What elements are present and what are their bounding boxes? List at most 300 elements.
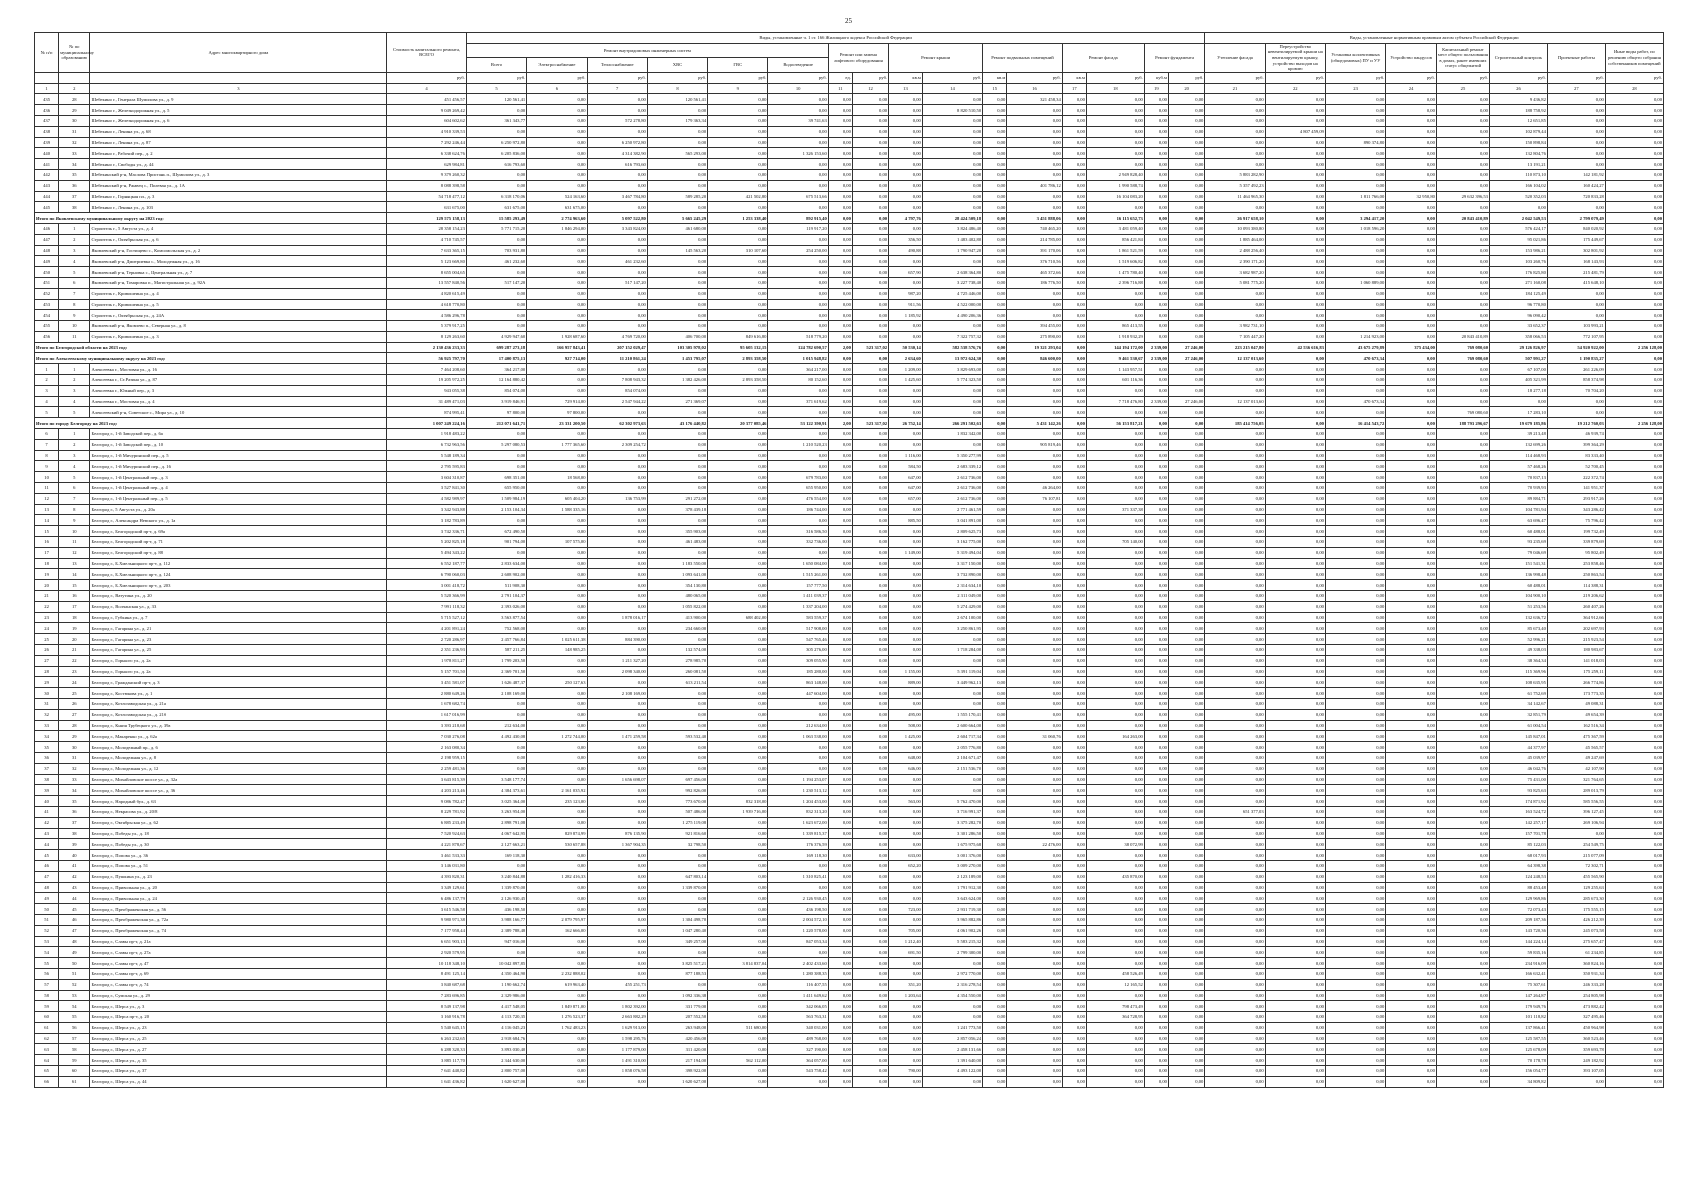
value-cell: 0,00 — [1386, 267, 1437, 278]
value-cell: 0,00 — [708, 288, 768, 299]
value-cell: 340 031,00 — [768, 1022, 828, 1033]
value-cell: 0,00 — [1386, 429, 1437, 440]
value-cell: 2 608 902,00 — [466, 569, 526, 580]
value-cell: 0,00 — [1007, 105, 1062, 116]
value-cell: 0,00 — [1086, 159, 1144, 170]
address-cell: Белгород г., Шерса пр-т, д. 20 — [90, 1012, 387, 1023]
total-cell: 50 530,14 — [889, 342, 923, 353]
table-row — [35, 936, 1664, 947]
value-cell: 0,00 — [852, 277, 888, 288]
value-cell: 0,00 — [1205, 850, 1265, 861]
value-cell: 42 107,90 — [1547, 763, 1605, 774]
value-cell: 5 391 119,04 — [922, 666, 982, 677]
value-cell: 0,00 — [852, 688, 888, 699]
value-cell: 0,00 — [708, 688, 768, 699]
value-cell: 0,00 — [1386, 364, 1437, 375]
value-cell: 0,00 — [1605, 1001, 1663, 1012]
value-cell: 2 612 736,00 — [922, 472, 982, 483]
value-cell: 0,00 — [1062, 731, 1086, 742]
value-cell: 0,00 — [1144, 1001, 1168, 1012]
value-cell: 0,00 — [1086, 385, 1144, 396]
value-cell: 0,00 — [1062, 666, 1086, 677]
value-cell: 0,00 — [889, 558, 923, 569]
value-cell: 1 282 416,33 — [527, 871, 587, 882]
value-cell: 0,00 — [1605, 191, 1663, 202]
value-cell: 0,00 — [1325, 979, 1385, 990]
value-cell: 0,00 — [1168, 299, 1204, 310]
value-cell: 0,00 — [587, 364, 647, 375]
value-cell: 85 122,03 — [1489, 839, 1547, 850]
value-cell: 0,00 — [852, 763, 888, 774]
value-cell: 752 568,00 — [466, 623, 526, 634]
value-cell: 351,20 — [889, 979, 923, 990]
value-cell: 0,00 — [1086, 1076, 1144, 1087]
value-cell: 0,00 — [983, 256, 1007, 267]
value-cell: 0,00 — [768, 742, 828, 753]
value-cell: 0,00 — [1007, 504, 1062, 515]
table-row — [35, 94, 1664, 105]
value-cell: 0,00 — [828, 288, 852, 299]
value-cell: 0,00 — [1144, 321, 1168, 332]
value-cell: 0,00 — [852, 385, 888, 396]
value-cell: 0,00 — [1325, 202, 1385, 213]
value-cell: 0,00 — [889, 223, 923, 234]
value-cell: 0,00 — [1168, 774, 1204, 785]
value-cell: 0,00 — [527, 709, 587, 720]
value-cell: 517 908,00 — [768, 623, 828, 634]
value-cell: 5 319 494,04 — [922, 547, 982, 558]
value-cell: 705,00 — [889, 925, 923, 936]
value-cell: 72 073,43 — [1489, 904, 1547, 915]
value-cell: 0,00 — [1436, 94, 1489, 105]
value-cell: 0,00 — [828, 806, 852, 817]
value-cell: 0,00 — [1386, 537, 1437, 548]
value-cell: 0,00 — [1007, 925, 1062, 936]
value-cell: 0,00 — [1265, 450, 1325, 461]
value-cell: 0,00 — [1205, 1001, 1265, 1012]
value-cell: 0,00 — [708, 461, 768, 472]
table-row — [35, 731, 1664, 742]
row-municipal-index-cell: 37 — [59, 817, 90, 828]
value-cell: 9 436,82 — [1489, 94, 1547, 105]
value-cell: 0,00 — [1386, 439, 1437, 450]
value-cell: 0,00 — [1325, 731, 1385, 742]
row-municipal-index-cell: 14 — [59, 569, 90, 580]
value-cell: 0,00 — [1386, 288, 1437, 299]
value-cell: 0,00 — [1325, 698, 1385, 709]
value-cell: 0,00 — [983, 655, 1007, 666]
value-cell: 0,00 — [1168, 796, 1204, 807]
value-cell: 0,00 — [1436, 677, 1489, 688]
value-cell: 0,00 — [466, 860, 526, 871]
value-cell: 148 985,25 — [527, 645, 587, 656]
value-cell: 0,00 — [828, 396, 852, 407]
value-cell: 0,00 — [889, 1012, 923, 1023]
value-cell: 0,00 — [587, 94, 647, 105]
value-cell: 0,00 — [983, 763, 1007, 774]
total-cell: 0,00 — [1605, 213, 1663, 224]
value-cell: 0,00 — [587, 105, 647, 116]
value-cell: 0,00 — [1265, 180, 1325, 191]
total-cell: 1 253 338,40 — [708, 213, 768, 224]
value-cell: 0,00 — [983, 267, 1007, 278]
value-cell: 0,00 — [708, 882, 768, 893]
value-cell: 0,00 — [889, 504, 923, 515]
total-cell: 185 414 756,05 — [1205, 418, 1265, 429]
value-cell: 0,00 — [768, 763, 828, 774]
value-cell: 0,00 — [1325, 159, 1385, 170]
value-cell: 0,00 — [852, 634, 888, 645]
value-cell: 0,00 — [1062, 375, 1086, 386]
row-municipal-index-cell: 55 — [59, 1012, 90, 1023]
value-cell: 0,00 — [922, 655, 982, 666]
value-cell: 0,00 — [1386, 1055, 1437, 1066]
value-cell: 0,00 — [1605, 321, 1663, 332]
value-cell: 0,00 — [1007, 634, 1062, 645]
row-index-cell: 13 — [35, 504, 59, 515]
value-cell: 95 802,49 — [1547, 547, 1605, 558]
value-cell: 0,00 — [1605, 720, 1663, 731]
value-cell: 2 949 828,40 — [1086, 169, 1144, 180]
total-cell: 20 843 410,89 — [1436, 213, 1489, 224]
value-cell: 0,00 — [1436, 698, 1489, 709]
value-cell: 0,00 — [983, 688, 1007, 699]
column-number-cell: 28 — [1605, 83, 1663, 94]
value-cell: 0,00 — [983, 677, 1007, 688]
value-cell: 884 390,00 — [587, 634, 647, 645]
value-cell: 0,00 — [1325, 1022, 1385, 1033]
value-cell: 0,00 — [889, 968, 923, 979]
value-cell: 0,00 — [922, 148, 982, 159]
value-cell: 705 140,00 — [1086, 537, 1144, 548]
value-cell: 0,00 — [587, 310, 647, 321]
value-cell: 8 229 781,92 — [387, 806, 467, 817]
value-cell: 0,00 — [1605, 526, 1663, 537]
value-cell: 2 259 481,36 — [387, 763, 467, 774]
value-cell: 3 461 533,33 — [387, 850, 467, 861]
value-cell: 0,00 — [1062, 677, 1086, 688]
value-cell: 371 619,62 — [768, 396, 828, 407]
value-cell: 455 565,90 — [1547, 871, 1605, 882]
value-cell: 0,00 — [647, 310, 707, 321]
unit-cell: руб. — [466, 72, 526, 83]
value-cell: 0,00 — [1436, 364, 1489, 375]
value-cell: 11 464 965,30 — [1205, 191, 1265, 202]
value-cell: 0,00 — [708, 947, 768, 958]
value-cell: 222 372,74 — [1547, 472, 1605, 483]
total-cell: 375 434,00 — [1386, 342, 1437, 353]
value-cell: 849 616,80 — [708, 331, 768, 342]
value-cell: 0,00 — [1062, 223, 1086, 234]
value-cell: 0,00 — [922, 137, 982, 148]
total-cell: 62 302 973,63 — [587, 418, 647, 429]
value-cell: 0,00 — [1086, 925, 1144, 936]
total-cell: 2 256 128,00 — [1605, 342, 1663, 353]
total-cell: 1 015 948,82 — [768, 353, 828, 364]
value-cell: 0,00 — [1144, 115, 1168, 126]
value-cell: 260 081,50 — [647, 666, 707, 677]
value-cell: 0,00 — [1325, 115, 1385, 126]
value-cell: 0,00 — [983, 191, 1007, 202]
value-cell: 0,00 — [1265, 612, 1325, 623]
value-cell: 0,00 — [1265, 601, 1325, 612]
value-cell: 0,00 — [1205, 1022, 1265, 1033]
value-cell: 0,00 — [1265, 677, 1325, 688]
value-cell: 0,00 — [1436, 936, 1489, 947]
row-municipal-index-cell: 3 — [59, 385, 90, 396]
value-cell: 0,00 — [828, 245, 852, 256]
value-cell: 0,00 — [889, 785, 923, 796]
value-cell: 0,00 — [1007, 148, 1062, 159]
value-cell: 0,00 — [828, 1001, 852, 1012]
unit-cell: кв.м — [983, 72, 1007, 83]
row-municipal-index-cell: 61 — [59, 1076, 90, 1087]
value-cell: 0,00 — [983, 569, 1007, 580]
value-cell: 0,00 — [1062, 245, 1086, 256]
value-cell: 0,00 — [1144, 612, 1168, 623]
value-cell: 0,00 — [828, 828, 852, 839]
value-cell: 0,00 — [1265, 655, 1325, 666]
value-cell: 0,00 — [852, 169, 888, 180]
value-cell: 0,00 — [983, 277, 1007, 288]
value-cell: 2 389 788,48 — [466, 925, 526, 936]
value-cell: 0,00 — [1144, 688, 1168, 699]
value-cell: 0,00 — [852, 364, 888, 375]
value-cell: 0,00 — [852, 1012, 888, 1023]
value-cell: 583 559,37 — [768, 612, 828, 623]
value-cell: 0,00 — [1605, 277, 1663, 288]
value-cell: 0,00 — [1062, 580, 1086, 591]
table-row — [35, 375, 1664, 386]
table-row — [35, 709, 1664, 720]
value-cell: 253 858,46 — [1547, 558, 1605, 569]
value-cell: 0,00 — [1605, 439, 1663, 450]
value-cell: 0,00 — [1168, 731, 1204, 742]
table-row — [35, 828, 1664, 839]
col-hot-water-header: ГВС — [708, 58, 768, 72]
value-cell: 332 736,00 — [768, 537, 828, 548]
value-cell: 0,00 — [1605, 558, 1663, 569]
row-municipal-index-cell: 47 — [59, 925, 90, 936]
value-cell: 495,00 — [889, 709, 923, 720]
value-cell: 0,00 — [1325, 126, 1385, 137]
value-cell: 0,00 — [922, 191, 982, 202]
value-cell: 0,00 — [1265, 709, 1325, 720]
value-cell: 0,00 — [587, 752, 647, 763]
total-cell: 3 451 888,06 — [1007, 213, 1062, 224]
value-cell: 0,00 — [1062, 526, 1086, 537]
value-cell: 3 227 738,40 — [922, 277, 982, 288]
total-cell: 3 294 417,20 — [1325, 213, 1385, 224]
value-cell: 0,00 — [1168, 612, 1204, 623]
value-cell: 0,00 — [587, 526, 647, 537]
value-cell: 0,00 — [1062, 1022, 1086, 1033]
value-cell: 1 811 766,00 — [1325, 191, 1385, 202]
value-cell: 0,00 — [1547, 202, 1605, 213]
value-cell: 0,00 — [1086, 893, 1144, 904]
value-cell: 631 675,00 — [527, 202, 587, 213]
total-cell: 26 917 658,10 — [1205, 213, 1265, 224]
value-cell: 96 090,42 — [1489, 310, 1547, 321]
value-cell: 0,00 — [1062, 698, 1086, 709]
value-cell: 0,00 — [852, 925, 888, 936]
row-index-cell: 31 — [35, 698, 59, 709]
total-row — [35, 353, 1664, 364]
value-cell: 890 374,80 — [1325, 137, 1385, 148]
row-index-cell: 50 — [35, 904, 59, 915]
value-cell: 0,00 — [1062, 137, 1086, 148]
value-cell: 0,00 — [1605, 515, 1663, 526]
total-cell: 19 679 185,86 — [1489, 418, 1547, 429]
value-cell: 691,50 — [889, 947, 923, 958]
value-cell: 0,00 — [1436, 796, 1489, 807]
value-cell: 0,00 — [1168, 385, 1204, 396]
value-cell: 0,00 — [708, 396, 768, 407]
value-cell: 4 061 902,26 — [922, 925, 982, 936]
value-cell: 1 509 984,19 — [466, 493, 526, 504]
value-cell: 773 670,00 — [647, 796, 707, 807]
address-cell: Шебекино г., Ленина ул., д. 87 — [90, 137, 387, 148]
value-cell: 1 063 538,00 — [768, 731, 828, 742]
col-ramps-header: Устройство пандусов — [1386, 43, 1437, 72]
value-cell: 6 205 836,00 — [466, 148, 526, 159]
value-cell: 7 292 246,44 — [387, 137, 467, 148]
value-cell: 0,00 — [1605, 1022, 1663, 1033]
total-cell: 0,00 — [1386, 213, 1437, 224]
value-cell: 0,00 — [1265, 591, 1325, 602]
row-index-cell: 22 — [35, 601, 59, 612]
value-cell: 0,00 — [828, 936, 852, 947]
value-cell: 0,00 — [1605, 331, 1663, 342]
value-cell: 0,00 — [1436, 688, 1489, 699]
value-cell: 876 135,90 — [587, 828, 647, 839]
value-cell: 364 217,00 — [768, 364, 828, 375]
value-cell: 2 163 080,34 — [387, 742, 467, 753]
value-cell: 0,00 — [1086, 148, 1144, 159]
total-cell: 470 673,34 — [1325, 353, 1385, 364]
address-cell: Белгород г., Победы ул., д. 18 — [90, 828, 387, 839]
value-cell: 0,00 — [852, 472, 888, 483]
value-cell: 605 404,20 — [527, 493, 587, 504]
value-cell: 2 351 236,93 — [387, 645, 467, 656]
value-cell: 271 369,07 — [647, 396, 707, 407]
value-cell: 0,00 — [1168, 450, 1204, 461]
address-cell: Яковлевский р-н, Томаровка п., Магистральная ул., д. 92А — [90, 277, 387, 288]
value-cell: 0,00 — [1205, 1076, 1265, 1087]
value-cell: 0,00 — [889, 601, 923, 612]
table-row — [35, 223, 1664, 234]
value-cell: 1 626 487,37 — [466, 677, 526, 688]
value-cell: 310 107,60 — [708, 245, 768, 256]
value-cell: 520 352,03 — [1489, 191, 1547, 202]
value-cell: 2 344 630,00 — [466, 1055, 526, 1066]
value-cell: 2 309 254,72 — [587, 439, 647, 450]
value-cell: 0,00 — [1436, 591, 1489, 602]
value-cell: 0,00 — [1605, 591, 1663, 602]
value-cell: 2 683 339,12 — [922, 461, 982, 472]
row-municipal-index-cell: 31 — [59, 126, 90, 137]
value-cell: 0,00 — [852, 936, 888, 947]
value-cell: 0,00 — [1007, 958, 1062, 969]
total-cell: 0,00 — [1168, 418, 1204, 429]
value-cell: 8 491 125,14 — [387, 968, 467, 979]
value-cell: 0,00 — [1007, 515, 1062, 526]
table-row — [35, 483, 1664, 494]
value-cell: 343 286,42 — [1547, 504, 1605, 515]
value-cell: 0,00 — [587, 461, 647, 472]
value-cell: 0,00 — [1605, 655, 1663, 666]
value-cell: 8 129 263,60 — [387, 331, 467, 342]
value-cell: 0,00 — [828, 817, 852, 828]
row-municipal-index-cell: 30 — [59, 742, 90, 753]
value-cell: 0,00 — [1205, 828, 1265, 839]
row-index-cell: 4 — [35, 396, 59, 407]
value-cell: 0,00 — [1007, 159, 1062, 170]
value-cell: 0,00 — [1086, 688, 1144, 699]
value-cell: 0,00 — [828, 709, 852, 720]
value-cell: 0,00 — [527, 126, 587, 137]
column-number-cell: 9 — [708, 83, 768, 94]
total-row — [35, 418, 1664, 429]
value-cell: 0,00 — [1386, 450, 1437, 461]
value-cell: 4 807 459,09 — [1265, 126, 1325, 137]
value-cell: 0,00 — [587, 677, 647, 688]
value-cell: 0,00 — [1062, 331, 1086, 342]
value-cell: 0,00 — [1605, 925, 1663, 936]
row-index-cell: 449 — [35, 256, 59, 267]
value-cell: 0,00 — [889, 1076, 923, 1087]
value-cell: 0,00 — [1168, 936, 1204, 947]
value-cell: 0,00 — [1086, 202, 1144, 213]
value-cell: 858 374,98 — [1547, 375, 1605, 386]
row-index-cell: 20 — [35, 580, 59, 591]
value-cell: 0,00 — [1062, 785, 1086, 796]
value-cell: 490,88 — [889, 245, 923, 256]
row-index-cell: 59 — [35, 1001, 59, 1012]
address-cell: Белгород г., Октябрьская ул., д. 62 — [90, 817, 387, 828]
value-cell: 0,00 — [1436, 202, 1489, 213]
value-cell: 0,00 — [1265, 990, 1325, 1001]
value-cell: 0,00 — [1086, 785, 1144, 796]
value-cell: 0,00 — [527, 277, 587, 288]
table-row — [35, 925, 1664, 936]
value-cell: 0,00 — [1386, 785, 1437, 796]
value-cell: 16 104 083,20 — [1086, 191, 1144, 202]
value-cell: 0,00 — [1007, 860, 1062, 871]
value-cell: 0,00 — [1144, 202, 1168, 213]
row-municipal-index-cell: 2 — [59, 439, 90, 450]
value-cell: 0,00 — [768, 1076, 828, 1087]
value-cell: 0,00 — [587, 860, 647, 871]
value-cell: 0,00 — [889, 396, 923, 407]
value-cell: 729 914,00 — [527, 396, 587, 407]
value-cell: 0,00 — [1386, 558, 1437, 569]
value-cell: 4 910 339,53 — [387, 126, 467, 137]
value-cell: 350 931,34 — [1547, 968, 1605, 979]
value-cell: 321 458,34 — [1007, 94, 1062, 105]
value-cell: 0,00 — [852, 105, 888, 116]
value-cell: 1 425,00 — [889, 731, 923, 742]
value-cell: 426 212,39 — [1547, 914, 1605, 925]
address-cell: Алексеевка г., Ст.Разина ул., д. 87 — [90, 375, 387, 386]
value-cell: 2 920 579,95 — [387, 947, 467, 958]
total-cell: 0,00 — [983, 353, 1007, 364]
address-cell: Белгород г., Михайловское шоссе ул., д. 36 — [90, 785, 387, 796]
value-cell: 0,00 — [852, 958, 888, 969]
value-cell: 164 263,00 — [1086, 731, 1144, 742]
value-cell: 0,00 — [527, 817, 587, 828]
table-row — [35, 105, 1664, 116]
